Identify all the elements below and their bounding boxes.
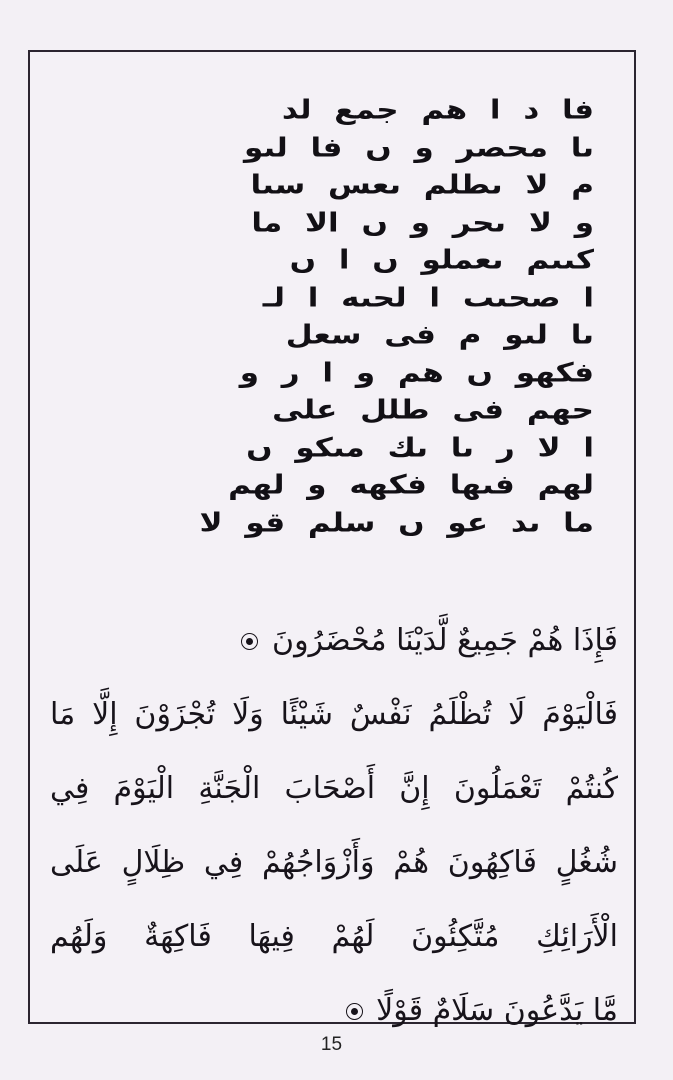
page-number: 15 [320,1034,343,1055]
kufic-line: لهم فىها فكهه و لهم [228,469,594,501]
kufic-line: ىا محصر و ں فا لىو [243,132,594,163]
naskh-line [50,967,618,1041]
kufic-line: ا صحىٮ ا لحىه ا لـ [262,282,594,313]
naskh-line: فَالْيَوْمَ لَا تُظْلَمُ نَفْسٌ شَيْئًا وَلَا تُجْزَوْنَ إِلَّا مَا [50,697,618,732]
kufic-line: ا لا ر ىا ىك مىكو ں [246,432,594,463]
naskh-script-block [50,597,618,1041]
kufic-line: ما ىد عو ں سلم قو لا [199,507,594,538]
kufic-line: فا د ا هم جمع لد [281,94,594,126]
kufic-line: ىا لىو م فى سعل [285,319,594,351]
naskh-line: كُنتُمْ تَعْمَلُونَ إِنَّ أَصْحَابَ الْجَنَّةِ الْيَوْمَ فِي [50,771,618,806]
verse-end-marker-icon [241,633,258,650]
kufic-script-block [74,92,594,592]
kufic-line: حهم فى طلل على [272,394,594,426]
kufic-line: كىىم ىعملو ں ا ں [289,244,594,276]
kufic-line: م لا ىطلم ىعس سىا [250,169,594,201]
kufic-line: فكهو ں هم و ا ر و [239,357,594,388]
naskh-line [50,597,618,671]
page-frame [28,50,636,1028]
naskh-line: الْأَرَائِكِ مُتَّكِئُونَ لَهُمْ فِيهَا فَاكِهَةٌ وَلَهُم [50,919,618,954]
verse-text: مَّا يَدَّعُونَ سَلَامٌ قَوْلًا [376,993,618,1028]
verse-text: فَإِذَا هُمْ جَمِيعٌ لَّدَيْنَا مُحْضَرُونَ [272,623,618,658]
naskh-line: شُغُلٍ فَاكِهُونَ هُمْ وَأَزْوَاجُهُمْ فِي ظِلَالٍ عَلَى [50,845,618,880]
verse-end-marker-icon [346,1003,363,1020]
kufic-line: و لا ىحر و ں الا ما [251,207,594,238]
